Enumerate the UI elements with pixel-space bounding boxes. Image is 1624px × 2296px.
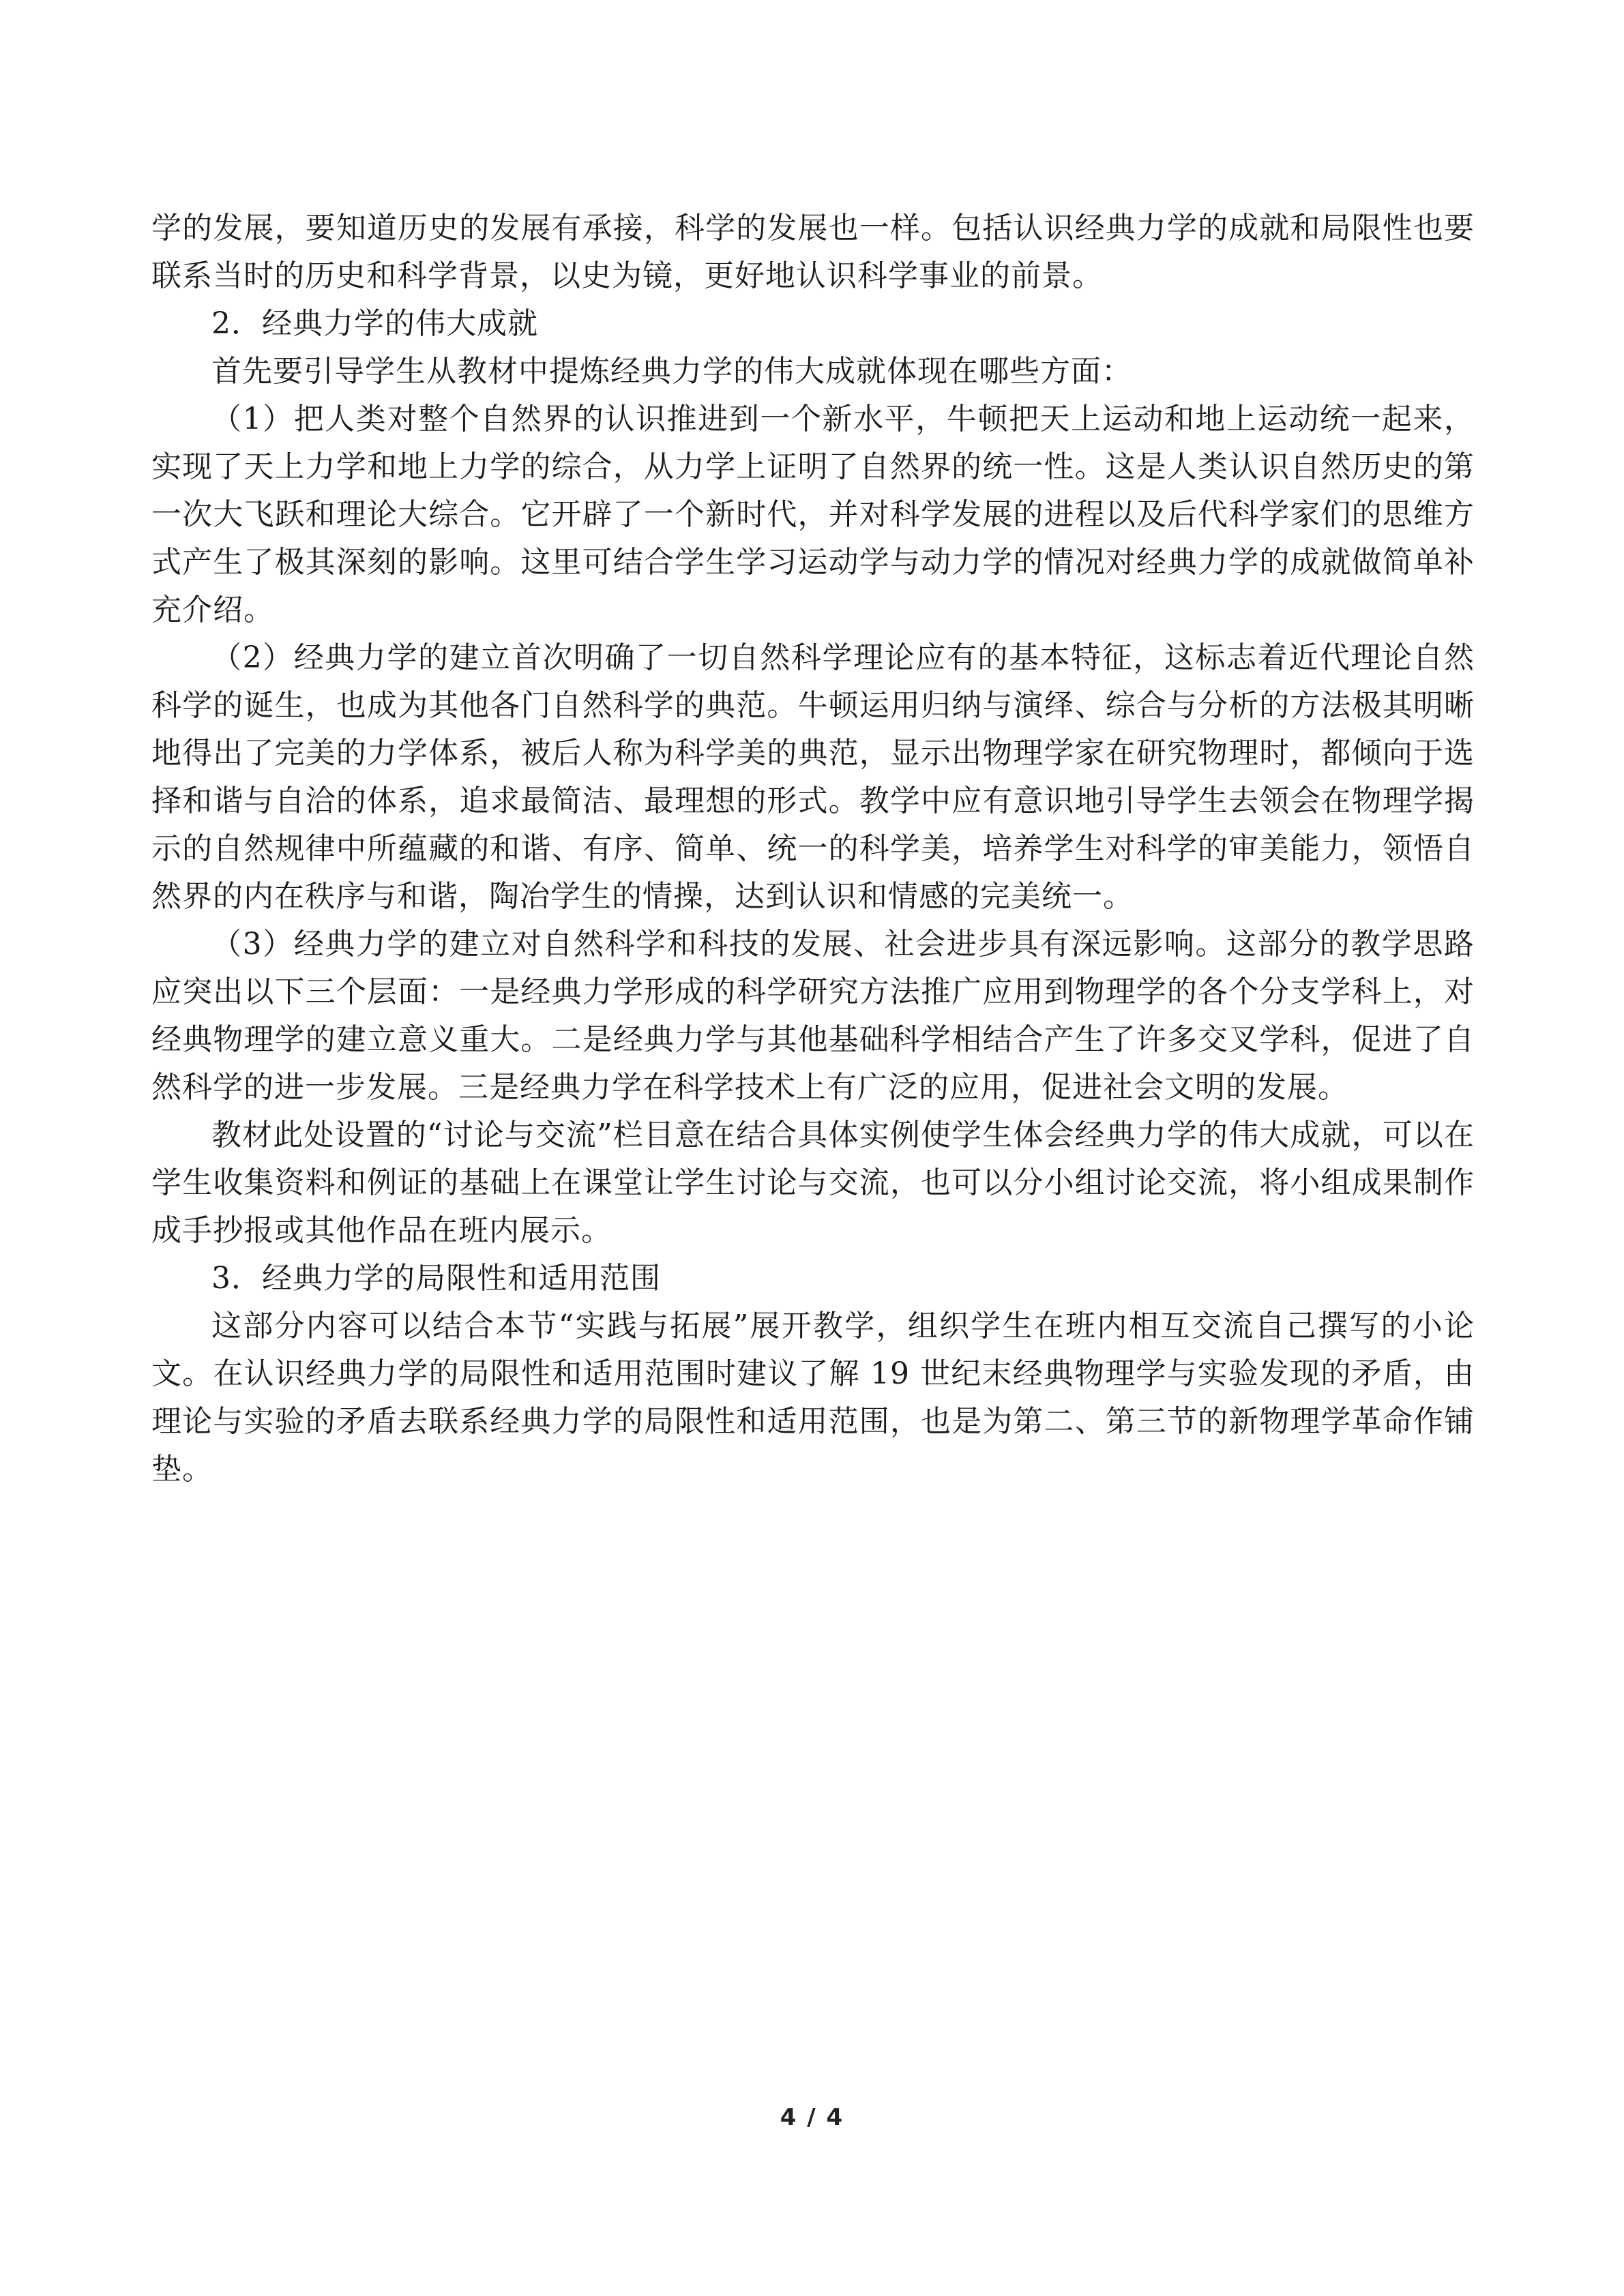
paragraph-discussion: 教材此处设置的“讨论与交流”栏目意在结合具体实例使学生体会经典力学的伟大成就，可以在学生收集资料和例证的基础上在课堂让学生讨论与交流，也可以分小组讨论交流，将小组成果制作成手抄报或其他作品在班内展示。	[151, 1118, 1475, 1248]
paragraph-limitations: 这部分内容可以结合本节“实践与拓展”展开教学，组织学生在班内相互交流自己撰写的小论文。在认识经典力学的局限性和适用范围时建议了解 19 世纪末经典物理学与实验发现的矛盾，由理论与实验的矛盾去联系经典力学的局限性和适用范围，也是为第二、第三节的新物理学革命作铺垫。	[151, 1309, 1475, 1487]
document-body	[151, 205, 1475, 1493]
paragraph-point-1: （1）把人类对整个自然界的认识推进到一个新水平，牛顿把天上运动和地上运动统一起来，实现了天上力学和地上力学的综合，从力学上证明了自然界的统一性。这是人类认识自然历史的第一次大飞跃和理论大综合。它开辟了一个新时代，并对科学发展的进程以及后代科学家们的思维方式产生了极其深刻的影响。这里可结合学生学习运动学与动力学的情况对经典力学的成就做简单补充介绍。	[151, 402, 1475, 627]
paragraph-intro: 首先要引导学生从教材中提炼经典力学的伟大成就体现在哪些方面：	[211, 354, 1132, 389]
paragraph-point-3: （3）经典力学的建立对自然科学和科技的发展、社会进步具有深远影响。这部分的教学思路应突出以下三个层面：一是经典力学形成的科学研究方法推广应用到物理学的各个分支学科上，对经典物理学的建立意义重大。二是经典力学与其他基础科学相结合产生了许多交叉学科，促进了自然科学的进一步发展。三是经典力学在科学技术上有广泛的应用，促进社会文明的发展。	[151, 927, 1475, 1105]
page-number: 4 / 4	[780, 2104, 844, 2131]
section-heading-3: 3．经典力学的局限性和适用范围	[211, 1261, 661, 1296]
paragraph-point-2: （2）经典力学的建立首次明确了一切自然科学理论应有的基本特征，这标志着近代理论自然科学的诞生，也成为其他各门自然科学的典范。牛顿运用归纳与演绎、综合与分析的方法极其明晰地得出了完美的力学体系，被后人称为科学美的典范，显示出物理学家在研究物理时，都倾向于选择和谐与自洽的体系，追求最简洁、最理想的形式。教学中应有意识地引导学生去领会在物理学揭示的自然规律中所蕴藏的和谐、有序、简单、统一的科学美，培养学生对科学的审美能力，领悟自然界的内在秩序与和谐，陶冶学生的情操，达到认识和情感的完美统一。	[151, 640, 1475, 914]
section-heading-2: 2．经典力学的伟大成就	[211, 306, 538, 341]
paragraph-continuation: 学的发展，要知道历史的发展有承接，科学的发展也一样。包括认识经典力学的成就和局限性也要联系当时的历史和科学背景，以史为镜，更好地认识科学事业的前景。	[151, 211, 1475, 293]
